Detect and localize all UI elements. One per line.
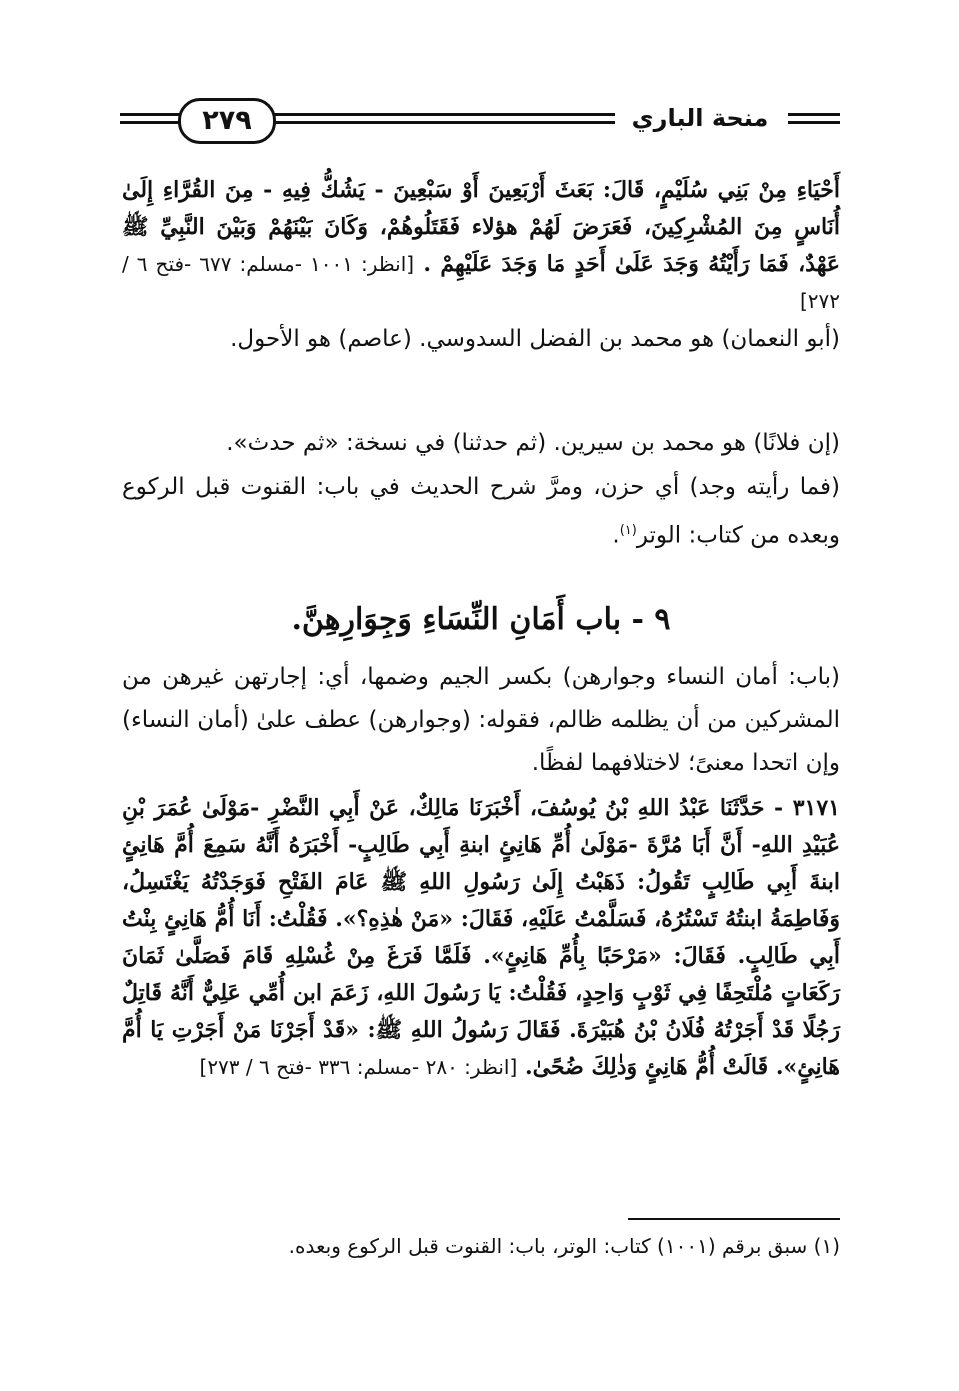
hadith-3171-reference: [انظر: ٢٨٠ -مسلم: ٣٣٦ -فتح ٦ / ٢٧٣] (199, 1055, 518, 1079)
footnote: (١) سبق برقم (١٠٠١) كتاب: الوتر، باب: القنوت قبل الركوع وبعده. (288, 1234, 840, 1258)
header-rule-right-top (788, 113, 840, 116)
header-rule-middle-bottom (270, 121, 620, 124)
running-title: منحة الباري (615, 98, 785, 138)
commentary-end: . (612, 522, 620, 549)
page-header (120, 96, 840, 152)
commentary-paragraph-2: (إن فلانًا) هو محمد بن سيرين. (ثم حدثنا) في نسخة: «ثم حدث». (226, 430, 840, 456)
chapter-heading: ٩ - باب أَمَانِ النِّسَاءِ وَجِوَارِهِنَّ. (291, 602, 671, 637)
hadith-continuation (122, 172, 840, 320)
header-rule-left-bottom (120, 121, 184, 124)
header-rule-left-top (120, 113, 184, 116)
footnote-separator (628, 1218, 840, 1220)
hadith-3171-text: ٣١٧١ - حَدَّثَنَا عَبْدُ اللهِ بْنُ يُوسُفَ، أَخْبَرَنَا مَالِكٌ، عَنْ أَبِي النَّضْرِ -مَوْلَىٰ عُمَرَ بْنِ عُبَيْدِ اللهِ- أَنَّ أَبَا مُرَّةَ -مَوْلَىٰ أُمِّ هَانِئٍ ابنةِ أَبِي طَالِبٍ- أَخْبَرَهُ أَنَّهُ سَمِعَ أُمَّ هَانِئٍ ابنةَ أَبِي طَالِبٍ تَقُولُ: ذَهَبْتُ إِلَىٰ رَسُولِ اللهِ ﷺ عَامَ الفَتْحِ فَوَجَدْتُهُ يَغْتَسِلُ، وَفَاطِمَةُ ابنتُهُ تَسْتُرُهُ، فَسَلَّمْتُ عَلَيْهِ، فَقَالَ: «مَنْ هٰذِهِ؟». فَقُلْتُ: أَنَا أُمُّ هَانِئٍ بِنْتُ أَبِي طَالِبٍ. فَقَالَ: «مَرْحَبًا بِأُمِّ هَانِئٍ». فَلَمَّا فَرَغَ مِنْ غُسْلِهِ قَامَ فَصَلَّىٰ ثَمَانَ رَكَعَاتٍ مُلْتَحِفًا فِي ثَوْبٍ وَاحِدٍ، فَقُلْتُ: يَا رَسُولَ اللهِ، زَعَمَ ابن أُمِّي عَلِيٌّ أَنَّهُ قَاتِلٌ رَجُلًا قَدْ أَجَرْتُهُ فُلَانُ بْنُ هُبَيْرَةَ. فَقَالَ رَسُولُ اللهِ ﷺ: «قَدْ أَجَرْنَا مَنْ أَجَرْتِ يَا أُمَّ هَانِئٍ». قَالَتْ أُمُّ هَانِئٍ وَذٰلِكَ ضُحًىٰ. (122, 795, 840, 1080)
hadith-text: أَحْيَاءِ مِنْ بَنِي سُلَيْمٍ، قَالَ: بَعَثَ أَرْبَعِينَ أَوْ سَبْعِينَ - يَشُكُّ فِيهِ - مِنَ القُرَّاءِ إِلَىٰ أُنَاسٍ مِنَ المُشْرِكِينَ، فَعَرَضَ لَهُمْ هؤلاء فَقَتَلُوهُمْ، وَكَانَ بَيْنَهُمْ وَبَيْنَ النَّبِيِّ ﷺ عَهْدٌ، فَمَا رَأَيْتُهُ وَجَدَ عَلَىٰ أَحَدٍ مَا وَجَدَ عَلَيْهِمْ . (122, 177, 840, 277)
commentary-paragraph-1: (أبو النعمان) هو محمد بن الفضل السدوسي. (عاصم) هو الأحول. (230, 326, 840, 352)
hadith-reference: [انظر: ١٠٠١ -مسلم: ٦٧٧ -فتح ٦ / ٢٧٢] (122, 252, 840, 313)
footnote-marker: (١) (619, 523, 637, 538)
hadith-3171 (122, 790, 840, 1086)
commentary-text: (فما رأيته وجد) أي حزن، ومرَّ شرح الحديث في باب: القنوت قبل الركوع وبعده من كتاب: الوتر (122, 474, 840, 549)
page-number: ٢٧٩ (178, 98, 276, 144)
chapter-explanation: (باب: أمان النساء وجوارهن) بكسر الجيم وضمها، أي: إجارتهن غيرهن من المشركين من أن يظلمه ظالم، فقوله: (وجوارهن) عطف علىٰ (أمان النساء) وإن اتحدا معنىً؛ لاختلافهما لفظًا. (122, 664, 840, 776)
header-rule-right-bottom (788, 121, 840, 124)
header-rule-middle-top (270, 113, 620, 116)
commentary-paragraph-3 (122, 466, 840, 558)
